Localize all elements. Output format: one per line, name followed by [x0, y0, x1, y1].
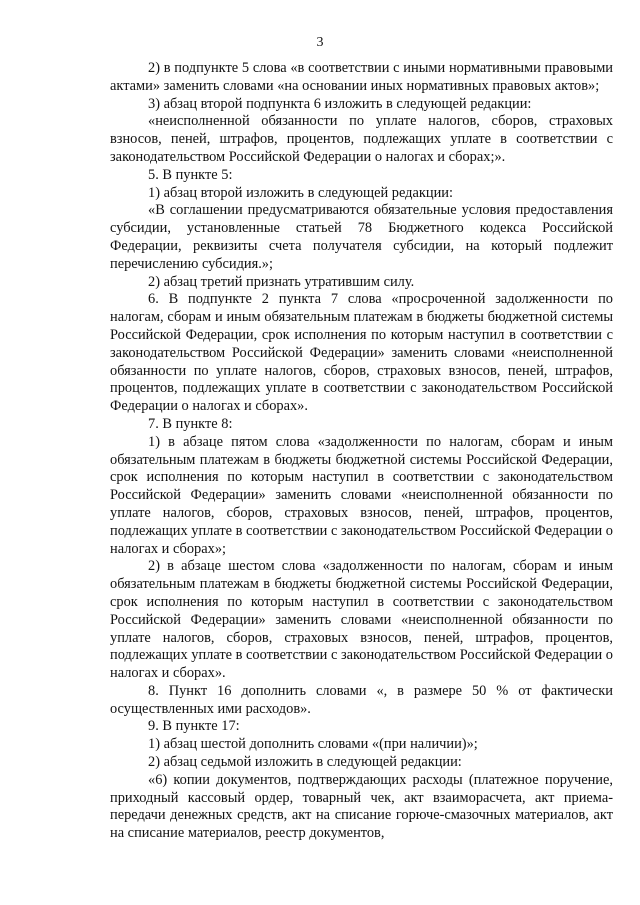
page-number: 3 — [316, 35, 324, 50]
paragraph: 5. В пункте 5: — [148, 166, 233, 183]
paragraph: 1) абзац шестой дополнить словами «(при наличии)»; — [148, 736, 478, 753]
paragraph: 2) абзац третий признать утратившим силу. — [148, 273, 415, 290]
paragraph: 1) абзац второй изложить в следующей редакции: — [148, 184, 453, 201]
paragraph: 2) в абзаце шестом слова «задолженности по налогам, сборам и иным обязательным платежам в бюджеты бюджетной системы Российской Федерации, срок исполнения по которым наступил в соответствии с законодательством Российской Федерации» заменить словами «неисполненной обязанности по уплате налогов, сборов, страховых взносов, пеней, штрафов, процентов, подлежащих уплате в соответствии с законодательством Российской Федерации о налогах и сборах». — [110, 558, 613, 682]
paragraph: 1) в абзаце пятом слова «задолженности по налогам, сборам и иным обязательным платежам в бюджеты бюджетной системы Российской Федерации, срок исполнения по которым наступил в соответствии с законодательством Российской Федерации» заменить словами «неисполненной обязанности по уплате налогов, сборов, страховых взносов, пеней, штрафов, процентов, подлежащих уплате в соответствии с законодательством Российской Федерации о налогах и сборах»; — [110, 433, 613, 557]
paragraph: 9. В пункте 17: — [148, 718, 240, 735]
paragraph: «6) копии документов, подтверждающих расходы (платежное поручение, приходный кассовый ордер, товарный чек, акт взаиморасчета, акт приема-передачи денежных средств, акт на списание горюче-смазочных материалов, акт на списание материалов, реестр документов, — [110, 771, 613, 842]
paragraph: 6. В подпункте 2 пункта 7 слова «просроченной задолженности по налогам, сборам и иным обязательным платежам в бюджеты бюджетной системы Российской Федерации, срок исполнения по которым наступил в соответствии с законодательством Российской Федерации» заменить словами «неисполненной обязанности по уплате налогов, сборов, страховых взносов, пеней, штрафов, процентов, подлежащих уплате в соответствии с законодательством Российской Федерации о налогах и сборах». — [110, 291, 613, 415]
paragraph: 8. Пункт 16 дополнить словами «, в размере 50 % от фактически осуществленных ими расходов». — [110, 682, 613, 717]
paragraph: 7. В пункте 8: — [148, 415, 233, 432]
paragraph: «В соглашении предусматриваются обязательные условия предоставления субсидии, установленные статьей 78 Бюджетного кодекса Российской Федерации, реквизиты счета получателя субсидии, на который подлежит перечислению субсидия.»; — [110, 202, 613, 272]
document-body — [110, 60, 613, 843]
paragraph: 3) абзац второй подпункта 6 изложить в следующей редакции: — [148, 95, 532, 112]
paragraph: 2) абзац седьмой изложить в следующей редакции: — [148, 754, 462, 771]
paragraph: «неисполненной обязанности по уплате налогов, сборов, страховых взносов, пеней, штрафов, процентов, подлежащих уплате в соответствии с законодательством Российской Федерации о налогах и сборах;». — [110, 113, 613, 165]
paragraph: 2) в подпункте 5 слова «в соответствии с иными нормативными правовыми актами» заменить словами «на основании иных нормативных правовых актов»; — [110, 60, 613, 94]
